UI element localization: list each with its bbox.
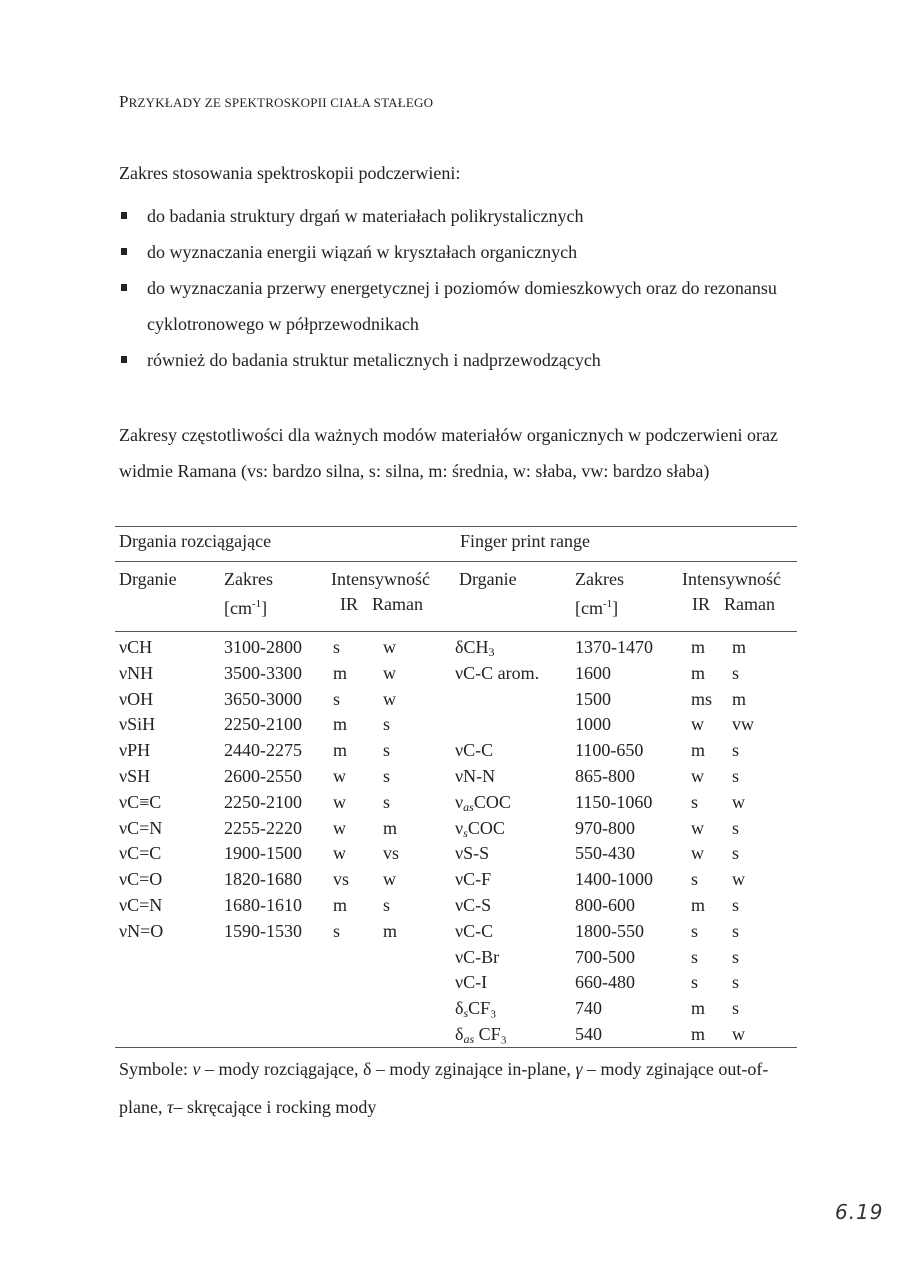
- cell-ir: s: [333, 688, 341, 709]
- cell-mode: νC-C: [455, 740, 494, 761]
- table-rule-header: [115, 631, 797, 632]
- cell-ir: s: [691, 920, 699, 941]
- cell-mode: νN-N: [455, 766, 496, 786]
- header-drganie-right: Drganie: [459, 569, 517, 589]
- cell-ir: m: [691, 1024, 706, 1044]
- cell-range: 1400-1000: [575, 869, 653, 890]
- cell-ir: w: [333, 766, 346, 786]
- intro-text: Zakres stosowania spektroskopii podczerwieni:: [119, 163, 461, 183]
- cell-mode: νC-F: [455, 869, 492, 890]
- cell-mode: $\delta_{as}$ CF₃: [455, 1024, 507, 1046]
- cell-range: 740: [575, 998, 602, 1019]
- cell-range: 865-800: [575, 766, 635, 786]
- header-zakres-left: Zakres $[cm^{-1}]$: [224, 567, 273, 621]
- section-stretching: Drgania rozciągające: [119, 531, 272, 551]
- cell-range: 2250-2100: [224, 791, 302, 812]
- cell-range: 1500: [575, 688, 611, 709]
- cell-raman: s: [732, 817, 740, 838]
- cell-range: 1820-1680: [224, 869, 302, 890]
- cell-raman: w: [383, 637, 396, 657]
- cell-ir: m: [333, 895, 348, 915]
- cell-raman: s: [732, 972, 740, 993]
- cell-mode: νOH: [119, 688, 154, 709]
- cell-ir: w: [333, 791, 346, 812]
- cell-range: 2255-2220: [224, 817, 302, 838]
- cell-raman: w: [383, 869, 396, 890]
- cell-raman: s: [383, 791, 391, 812]
- cell-ir: ms: [691, 688, 713, 709]
- cell-ir: w: [691, 766, 704, 786]
- cell-ir: m: [691, 637, 706, 657]
- header-intensity-left: Intensywność IR Raman: [331, 569, 430, 614]
- cell-mode: νN=O: [119, 920, 164, 941]
- table-rule-top: [115, 526, 797, 527]
- cell-range: 3500-3300: [224, 662, 302, 683]
- cell-mode: $\nu_{as}COC$: [455, 791, 511, 814]
- cell-range: 2440-2275: [224, 740, 302, 761]
- cell-mode: νC-Br: [455, 946, 500, 967]
- cell-range: 1100-650: [575, 740, 644, 761]
- cell-ir: w: [691, 817, 704, 838]
- bullet-icon: [121, 212, 127, 219]
- cell-ir: s: [691, 791, 699, 812]
- cell-mode: νC=N: [119, 895, 163, 915]
- cell-range: 800-600: [575, 895, 635, 915]
- cell-raman: s: [383, 895, 391, 915]
- cell-raman: s: [732, 843, 740, 864]
- cell-mode: νC-I: [455, 972, 488, 993]
- cell-mode: νNH: [119, 662, 154, 683]
- cell-raman: w: [383, 688, 396, 709]
- cell-mode: νC≡C: [119, 791, 162, 812]
- cell-ir: w: [333, 817, 346, 838]
- page-title: PRZYKŁADY ZE SPEKTROSKOPII CIAŁA STAŁEGO: [119, 92, 434, 111]
- cell-range: 3650-3000: [224, 688, 302, 709]
- cell-mode: δCH$_3$: [455, 637, 495, 659]
- cell-mode: νCH: [119, 637, 153, 657]
- header-unit: $[cm^{-1}]$: [224, 598, 268, 618]
- cell-ir: w: [691, 714, 704, 735]
- cell-raman: s: [383, 740, 391, 761]
- cell-range: 1800-550: [575, 920, 644, 941]
- cell-raman: s: [383, 766, 391, 786]
- cell-range: 550-430: [575, 843, 635, 864]
- cell-ir: m: [333, 662, 348, 683]
- header-drganie-left: Drganie: [119, 569, 177, 589]
- cell-raman: s: [732, 766, 740, 786]
- cell-raman: w: [732, 1024, 745, 1044]
- cell-ir: m: [691, 998, 706, 1019]
- cell-raman: s: [732, 662, 740, 683]
- cell-range: 2250-2100: [224, 714, 302, 735]
- cell-mode: $\nu_sCOC$: [455, 817, 505, 840]
- cell-ir: m: [691, 895, 706, 915]
- cell-ir: s: [691, 972, 699, 993]
- cell-raman: s: [732, 998, 740, 1019]
- cell-raman: s: [383, 714, 391, 735]
- bullet-icon: [121, 248, 127, 255]
- cell-mode: νC=N: [119, 817, 163, 838]
- cell-range: 1370-1470: [575, 637, 653, 657]
- cell-raman: s: [732, 740, 740, 761]
- usage-list: [119, 198, 827, 378]
- cell-range: 660-480: [575, 972, 635, 993]
- cell-range: 2600-2550: [224, 766, 302, 786]
- cell-ir: m: [691, 662, 706, 683]
- header-zakres-right: Zakres $[cm^{-1}]$: [575, 567, 624, 621]
- cell-range: 1590-1530: [224, 920, 302, 941]
- cell-raman: s: [732, 920, 740, 941]
- cell-ir: m: [333, 740, 348, 761]
- cell-range: 700-500: [575, 946, 635, 967]
- table-caption: Zakresy częstotliwości dla ważnych modów materiałów organicznych w podczerwieni oraz widmie Ramana (vs: bardzo silna, s: silna, m: średnia, w: słaba, vw: bardzo słaba): [119, 425, 778, 481]
- list-item: do wyznaczania przerwy energetycznej i poziomów domieszkowych oraz do rezonansu cyklotronowego w półprzewodnikach: [119, 270, 827, 342]
- cell-ir: s: [333, 637, 341, 657]
- header-intensity-right: Intensywność IR Raman: [682, 569, 781, 614]
- cell-mode: νC=O: [119, 869, 163, 890]
- cell-raman: m: [732, 637, 747, 657]
- cell-mode: νC-C: [455, 920, 494, 941]
- cell-ir: s: [333, 920, 341, 941]
- header-unit: $[cm^{-1}]$: [575, 598, 619, 618]
- section-fingerprint: Finger print range: [460, 531, 590, 551]
- cell-mode: νS-S: [455, 843, 490, 864]
- list-item: do badania struktury drgań w materiałach polikrystalicznych: [119, 198, 827, 234]
- cell-range: 540: [575, 1024, 602, 1044]
- cell-raman: vw: [732, 714, 754, 735]
- cell-range: 970-800: [575, 817, 635, 838]
- symbols-legend: Symbole: ν – mody rozciągające, δ – mody zginające in-plane, γ – mody zginające out-of-plane, τ– skręcające i rocking mody: [119, 1059, 769, 1117]
- cell-raman: vs: [383, 843, 400, 864]
- cell-raman: w: [383, 662, 396, 683]
- table-rule-section: [115, 561, 797, 562]
- cell-ir: w: [333, 843, 346, 864]
- cell-ir: m: [333, 714, 348, 735]
- cell-mode: νSiH: [119, 714, 156, 735]
- cell-raman: m: [383, 817, 398, 838]
- bullet-icon: [121, 356, 127, 363]
- cell-raman: w: [732, 791, 745, 812]
- cell-mode: νPH: [119, 740, 151, 761]
- cell-raman: m: [732, 688, 747, 709]
- cell-ir: vs: [333, 869, 350, 890]
- cell-range: 1600: [575, 662, 611, 683]
- cell-range: 1150-1060: [575, 791, 653, 812]
- cell-ir: s: [691, 869, 699, 890]
- cell-range: 3100-2800: [224, 637, 302, 657]
- cell-raman: m: [383, 920, 398, 941]
- list-item: do wyznaczania energii wiązań w kryształach organicznych: [119, 234, 827, 270]
- cell-range: 1900-1500: [224, 843, 302, 864]
- cell-range: 1680-1610: [224, 895, 302, 915]
- bullet-icon: [121, 284, 127, 291]
- cell-mode: νSH: [119, 766, 151, 786]
- cell-range: 1000: [575, 714, 611, 735]
- cell-ir: s: [691, 946, 699, 967]
- cell-mode: νC-C arom.: [455, 662, 540, 683]
- cell-mode: $\delta_sCF_3$: [455, 998, 497, 1021]
- cell-raman: s: [732, 946, 740, 967]
- cell-ir: w: [691, 843, 704, 864]
- cell-mode: νC-S: [455, 895, 492, 915]
- list-item: również do badania struktur metalicznych i nadprzewodzących: [119, 342, 827, 378]
- cell-raman: w: [732, 869, 745, 890]
- cell-ir: m: [691, 740, 706, 761]
- page-number: 6.19: [835, 1200, 884, 1224]
- cell-mode: νC=C: [119, 843, 162, 864]
- cell-raman: s: [732, 895, 740, 915]
